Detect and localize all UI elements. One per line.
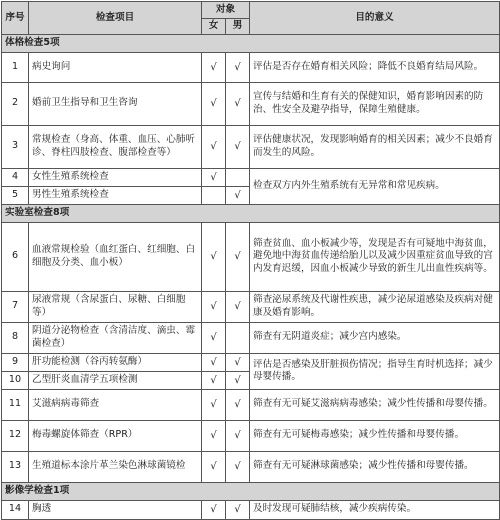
male-check: √ <box>226 52 250 82</box>
exam-item: 常规检查（身高、体重、血压、心肺听诊、脊柱四肢检查、腹部检查等） <box>29 125 202 168</box>
table-row <box>2 52 500 82</box>
exam-item: 病史询问 <box>29 52 202 82</box>
row-number: 10 <box>2 371 29 389</box>
male-check: √ <box>226 186 250 204</box>
row-number: 7 <box>2 291 29 322</box>
female-check <box>202 186 226 204</box>
purpose-text: 筛查有无可疑梅毒感染；减少性传播和母婴传播。 <box>250 420 500 451</box>
female-check: √ <box>202 291 226 322</box>
purpose-text: 筛查有无可疑艾滋病病毒感染；减少性传播和母婴传播。 <box>250 389 500 420</box>
row-number: 9 <box>2 353 29 371</box>
female-check: √ <box>202 371 226 389</box>
header-purpose: 目的意义 <box>250 2 500 35</box>
male-check: √ <box>226 371 250 389</box>
male-check: √ <box>226 500 250 519</box>
male-check: √ <box>226 125 250 168</box>
male-check: √ <box>226 353 250 371</box>
female-check: √ <box>202 222 226 291</box>
exam-item: 婚前卫生指导和卫生咨询 <box>29 82 202 125</box>
purpose-text: 筛查贫血、血小板减少等，发现是否有可疑地中海贫血，避免地中海贫血传递给胎儿以及减少因重症贫血导致的宫内发育迟缓，因血小板减少导致的新生儿出血性疾病等。 <box>250 222 500 291</box>
row-number: 2 <box>2 82 29 125</box>
male-check <box>226 168 250 186</box>
exam-item: 胸透 <box>29 500 202 519</box>
header-num: 序号 <box>2 2 29 35</box>
purpose-text: 宣传与结婚和生育有关的保健知识，婚育影响因素的防治、性安全及避孕指导，保障生殖健康。 <box>250 82 500 125</box>
header-male: 男 <box>226 19 250 35</box>
female-check: √ <box>202 451 226 482</box>
female-check: √ <box>202 420 226 451</box>
female-check: √ <box>202 389 226 420</box>
section-row <box>2 34 500 52</box>
exam-item: 血液常规检验（血红蛋白、红细胞、白细胞及分类、血小板） <box>29 222 202 291</box>
table-row <box>2 168 500 186</box>
header-target: 对象 <box>202 2 250 19</box>
table-row <box>2 322 500 353</box>
row-number: 3 <box>2 125 29 168</box>
row-number: 13 <box>2 451 29 482</box>
male-check: √ <box>226 222 250 291</box>
row-number: 6 <box>2 222 29 291</box>
header-item: 检查项目 <box>29 2 202 35</box>
exam-item: 生殖道标本涂片革兰染色淋球菌镜检 <box>29 451 202 482</box>
table-row <box>2 451 500 482</box>
male-check: √ <box>226 291 250 322</box>
male-check: √ <box>226 82 250 125</box>
purpose-text: 及时发现可疑肺结核，减少疾病传染。 <box>250 500 500 519</box>
exam-items-table <box>1 1 500 520</box>
purpose-text: 检查双方内外生殖系统有无异常和常见疾病。 <box>250 168 500 204</box>
table-row <box>2 353 500 371</box>
row-number: 12 <box>2 420 29 451</box>
section-title: 体格检查5项 <box>2 34 500 52</box>
row-number: 14 <box>2 500 29 519</box>
purpose-text: 筛查有无可疑淋球菌感染；减少性传播和母婴传播。 <box>250 451 500 482</box>
row-number: 5 <box>2 186 29 204</box>
exam-item: 尿液常规（含尿蛋白、尿糖、白细胞等） <box>29 291 202 322</box>
table-row <box>2 389 500 420</box>
female-check: √ <box>202 353 226 371</box>
female-check: √ <box>202 82 226 125</box>
table-row <box>2 420 500 451</box>
purpose-text: 评估是否感染及肝脏损伤情况；指导生育时机选择；减少母婴传播。 <box>250 353 500 389</box>
table-row <box>2 82 500 125</box>
male-check <box>226 322 250 353</box>
header-female: 女 <box>202 19 226 35</box>
table-row <box>2 291 500 322</box>
exam-item: 乙型肝炎血清学五项检测 <box>29 371 202 389</box>
male-check: √ <box>226 389 250 420</box>
exam-item: 梅毒螺旋体筛查（RPR） <box>29 420 202 451</box>
exam-item: 艾滋病病毒筛查 <box>29 389 202 420</box>
exam-item: 肝功能检测（谷丙转氨酶） <box>29 353 202 371</box>
section-row <box>2 204 500 222</box>
table-body <box>2 34 500 519</box>
section-row <box>2 482 500 500</box>
male-check: √ <box>226 420 250 451</box>
female-check: √ <box>202 168 226 186</box>
purpose-text: 筛查泌尿系统及代谢性疾患，减少泌尿道感染及疾病对健康及婚育影响。 <box>250 291 500 322</box>
female-check: √ <box>202 52 226 82</box>
female-check: √ <box>202 125 226 168</box>
exam-item: 阴道分泌物检查（含清洁度、滴虫、霉菌检查） <box>29 322 202 353</box>
exam-item: 男性生殖系统检查 <box>29 186 202 204</box>
female-check: √ <box>202 500 226 519</box>
row-number: 4 <box>2 168 29 186</box>
female-check: √ <box>202 322 226 353</box>
row-number: 8 <box>2 322 29 353</box>
purpose-text: 评估健康状况，发现影响婚育的相关因素；减少不良婚育而发生的风险。 <box>250 125 500 168</box>
row-number: 1 <box>2 52 29 82</box>
table-row <box>2 222 500 291</box>
purpose-text: 筛查有无阴道炎症；减少宫内感染。 <box>250 322 500 353</box>
exam-item: 女性生殖系统检查 <box>29 168 202 186</box>
table-row <box>2 125 500 168</box>
purpose-text: 评估是否存在婚育相关风险；降低不良婚育结局风险。 <box>250 52 500 82</box>
section-title: 实验室检查8项 <box>2 204 500 222</box>
male-check: √ <box>226 451 250 482</box>
section-title: 影像学检查1项 <box>2 482 500 500</box>
row-number: 11 <box>2 389 29 420</box>
